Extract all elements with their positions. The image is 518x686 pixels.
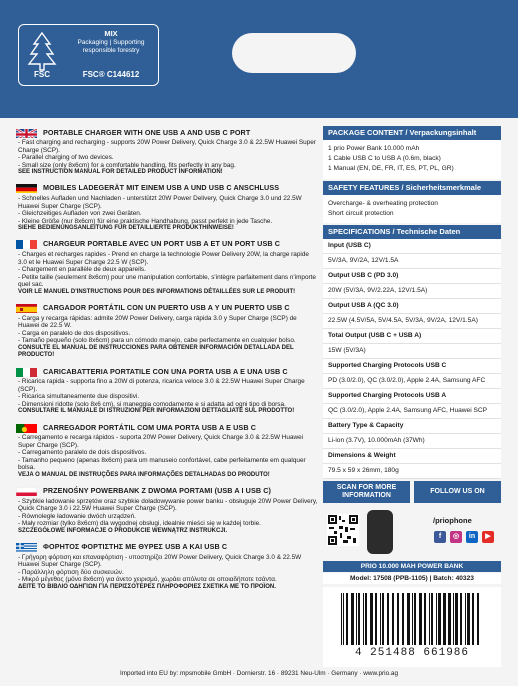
section-note: CONSULTE EL MANUAL DE INSTRUCCIONES PARA OBTENER INFORMACIÓN DETALLADA DEL PRODUCTO! [18,344,294,359]
spec-label: Dimensions & Weight [323,449,501,464]
section-header [16,238,318,250]
bullet: - Chargement en parallèle de deux appareils. [18,266,146,274]
fsc-logo-text: FSC [34,70,50,79]
follow-button[interactable]: FOLLOW US ON [414,481,501,503]
fsc-mix: MIX [104,29,118,38]
barcode-number: 4 251488 661986 [354,647,470,659]
top-band [0,0,518,118]
bullet: - Schnelles Aufladen und Nachladen - unterstützt 20W Power Delivery, Quick Charge 3.0 und 22.5W Huawei Super Charge (SCP). [18,194,302,210]
section-header [16,182,318,194]
bullet: - Γρήγορη φόρτιση και επαναφόρτιση - υποστηρίζει 20W Power Delivery, Quick Charge 3.0 & 22.5W Huawei Super Charge (SCP). [18,553,302,569]
section-title: CARICABATTERIA PORTATILE CON UNA PORTA USB A E UNA USB C [43,366,288,376]
bullet: - Dimensioni ridotte (solo 8x6 cm), si maneggia comodamente e si adatta ad ogni tipo di borsa. [18,400,286,408]
barcode-bars [335,593,485,645]
safety-title: SAFETY FEATURES / Sicherheitsmerkmale [323,181,501,195]
spec-value: 20W (5V/3A, 9V/2.22A, 12V/1.5A) [323,284,501,299]
bullet: - Kleine Größe (nur 8x6cm) für eine praktische Handhabung, passt perfekt in jede Tasche. [18,217,273,225]
section-bullets [18,315,318,361]
spec-value: 22.5W (4.5V/5A, 5V/4.5A, 5V/3A, 9V/2A, 12V/1.5A) [323,314,501,329]
section-bullets [18,195,318,233]
bullet: - Petite taille (seulement 8x6cm) pour une manipulation confortable, s'intègre parfaitement dans n'importe quel sac. [18,273,316,289]
language-section [16,541,318,592]
section-note: CONSULTARE IL MANUALE DI ISTRUZIONI PER INFORMAZIONI DETTAGLIATE SUL PRODOTTO! [18,408,295,415]
qr-code-icon[interactable] [327,514,359,546]
spec-value: QC (3.0/2.0), Apple 2.4A, Samsung AFC, Huawei SCP [323,404,501,419]
flag-it-icon [16,366,37,377]
language-sections [16,126,318,597]
safety-list [323,195,501,223]
section-header [16,302,318,314]
language-section [16,182,318,233]
spec-value: PD (3.0/2.0), QC (3.0/2.0), Apple 2.4A, Samsung AFC [323,374,501,389]
package-title: PACKAGE CONTENT / Verpackungsinhalt [323,126,501,140]
section-header [16,421,318,433]
section-note: VEJA O MANUAL DE INSTRUÇÕES PARA INFORMAÇÕES DETALHADAS DO PRODUTO! [18,472,270,478]
fsc-packaging: Packaging | Supporting responsible forestry [77,39,145,54]
fsc-code: FSC® C144612 [82,70,140,79]
language-section [16,421,318,480]
section-bullets [18,554,318,592]
model-batch: Model: 17508 (PPB-1105) | Batch: 40323 [323,573,501,584]
product-name: PRIO 10.000 MAH POWER BANK [323,561,501,572]
section-bullets [18,434,318,480]
flag-uk-icon [16,127,37,138]
package-item: 1 Cable USB C to USB A (0.6m, black) [328,155,441,163]
bullet: - Carga y recarga rápidas: admite 20W Power Delivery, carga rápida 3.0 y Super Charge (SCP) de Huawei de 22.5 W. [18,314,297,330]
language-section [16,485,318,536]
section-header [16,126,318,138]
phone-icon [367,510,393,554]
section-title: PRZENOŚNY POWERBANK Z DWOMA PORTAMI (USB A I USB C) [43,486,272,496]
bullet: - Szybkie ładowanie sprzętów oraz szybkie doładowywanie power banku - obsługuje 20W Power Delivery, Quick Charge 3.0 i 22.5W Huawei Super Charge (SCP). [18,497,318,513]
package-list [323,140,501,179]
section-note: ΔΕΙΤΕ ΤΟ ΒΙΒΛΙΟ ΟΔΗΓΙΩΝ ΓΙΑ ΠΕΡΙΣΣΟΤΕΡΕΣ ΠΛΗΡΟΦΟΡΙΕΣ ΣΧΕΤΙΚΑ ΜΕ ΤΟ ΠΡΟΪΟΝ. [18,583,276,590]
section-note: SZCZEGÓŁOWE INFORMACJE O PRODUKCIE WEWNĄTRZ INSTRUKCJI. [18,527,227,534]
flag-pl-icon [16,485,37,496]
specs-title: SPECIFICATIONS / Technische Daten [323,225,501,239]
specs-table [323,239,501,479]
spec-label: Output USB A (QC 3.0) [323,299,501,314]
barcode [323,587,501,667]
cta-row [323,481,501,503]
section-title: PORTABLE CHARGER WITH ONE USB A AND USB C PORT [43,127,251,137]
package-item: 1 prio Power Bank 10.000 mAh [328,145,420,152]
bullet: - Ricarica simultaneamente due dispositivi. [18,393,140,401]
section-bullets [18,139,318,177]
section-bullets [18,378,318,416]
flag-pt-icon [16,422,37,433]
instagram-icon[interactable]: ◎ [450,531,462,543]
bullet: - Μικρό μέγεθος (μόνο 8x6cm) για άνετο χειρισμό, χωράει απόλυτα σε οποιαδήποτε τσάντα. [18,576,277,584]
youtube-icon[interactable]: ▶ [482,531,494,543]
bullet: - Charges et recharges rapides - Prend en charge la technologie Power Delivery 20W, la charge rapide 3.0 et le Huawei Super Charge 22.5 W (SCP). [18,250,309,266]
importer-footer: Imported into EU by: mpsmobile GmbH · Dornierstr. 16 · 89231 Neu-Ulm · Germany · www.prio.ag [119,670,399,677]
flag-fr-icon [16,238,37,249]
section-note: SIEHE BEDIENUNGSANLEITUNG FÜR DETAILLIERTE PRODUKTHINWEISE! [18,225,234,232]
fsc-tree-icon [25,30,59,80]
section-title: CARREGADOR PORTÁTIL COM UMA PORTA USB A E USB C [43,422,257,432]
section-bullets [18,498,318,536]
fsc-label [18,24,159,86]
bullet: - Tamaño pequeño (solo 8x6cm) para un cómodo manejo, cabe perfectamente en cualquier bolso. [18,337,296,345]
spec-value: 79.5 x 59 x 26mm, 180g [323,464,501,479]
bullet: - Ricarica rapida - supporta fino a 20W di potenza, ricarica veloce 3.0 & 22.5W Huawei Super Charge (SCP). [18,378,305,393]
flag-de-icon [16,182,37,193]
spec-value: 15W (5V/3A) [323,344,501,359]
spec-label: Output USB C (PD 3.0) [323,269,501,284]
social-block [323,510,501,558]
spec-value: 5V/3A, 9V/2A, 12V/1.5A [323,254,501,269]
bullet: - Carga en paralelo de dos dispositivos. [18,329,131,337]
section-note: SEE INSTRUCTION MANUAL FOR DETAILED PRODUCT INFORMATION! [18,169,223,176]
hang-hole [232,33,356,73]
spec-label: Input (USB C) [323,239,501,254]
bullet: - Fast charging and recharging - supports 20W Power Delivery, Quick Charge 3.0 & 22.5W Huawei Super Charge (SCP). [18,139,316,154]
spec-label: Total Output (USB C + USB A) [323,329,501,344]
section-header [16,365,318,377]
bullet: - Tamanho pequeno (apenas 8x6cm) para um manuseio confortável, cabe perfeitamente em qualquer bolsa. [18,456,306,472]
language-section [16,238,318,297]
spec-value: Li-ion (3.7V), 10.000mAh (37Wh) [323,434,501,449]
safety-item: Overcharge- & overheating protection [328,199,438,207]
section-note: VOIR LE MANUEL D'INSTRUCTIONS POUR DES INFORMATIONS DÉTAILLÉES SUR LE PRODUIT! [18,288,296,295]
language-section [16,302,318,361]
section-title: ΦΟΡΗΤΟΣ ΦΟΡΤΙΣΤΗΣ ΜΕ ΘΥΡΕΣ USB A ΚΑΙ USB C [43,542,228,552]
bullet: - Carregamento paralelo de dois dispositivos. [18,449,147,457]
language-section [16,126,318,177]
section-header [16,485,318,497]
bullet: - Gleichzeitiges Aufladen von zwei Geräten. [18,210,142,218]
bullet: - Small size (only 8x6cm) for a comfortable handling, fits perfectly in any bag. [18,161,236,169]
spec-label: Battery Type & Capacity [323,419,501,434]
section-header [16,541,318,553]
spec-label: Supported Charging Protocols USB A [323,389,501,404]
social-handle: /priophone [433,516,472,525]
linkedin-icon[interactable]: in [466,531,478,543]
language-section [16,365,318,416]
bullet: - Carregamento e recarga rápidos - suporta 20W Power Delivery, Quick Charge 3.0 & 22.5W Huawei Super Charge (SCP). [18,434,304,449]
bullet: - Parallel charging of two devices. [18,154,114,162]
section-bullets [18,251,318,297]
section-title: CHARGEUR PORTABLE AVEC UN PORT USB A ET UN PORT USB C [43,239,281,249]
bullet: - Παράλληλη φόρτιση δύο συσκευών. [18,568,124,576]
section-title: MOBILES LADEGERÄT MIT EINEM USB A UND USB C ANSCHLUSS [43,183,280,193]
bullet: - Mały rozmiar (tylko 8x6cm) dla wygodnej obsługi, idealnie mieści się w każdej torbie. [18,520,261,528]
flag-es-icon [16,302,37,313]
facebook-icon[interactable]: f [434,531,446,543]
safety-item: Short circuit protection [328,209,394,217]
bullet: - Równoległe ładowanie dwóch urządzeń. [18,512,136,520]
spec-label: Supported Charging Protocols USB C [323,359,501,374]
section-title: CARGADOR PORTÁTIL CON UN PUERTO USB A Y UN PUERTO USB C [43,303,290,312]
spec-column [323,126,501,503]
flag-gr-icon [16,541,37,552]
package-item: 1 Manual (EN, DE, FR, IT, ES, PT, PL, GR) [328,165,454,173]
scan-button[interactable]: SCAN FOR MORE INFORMATION [323,481,410,503]
